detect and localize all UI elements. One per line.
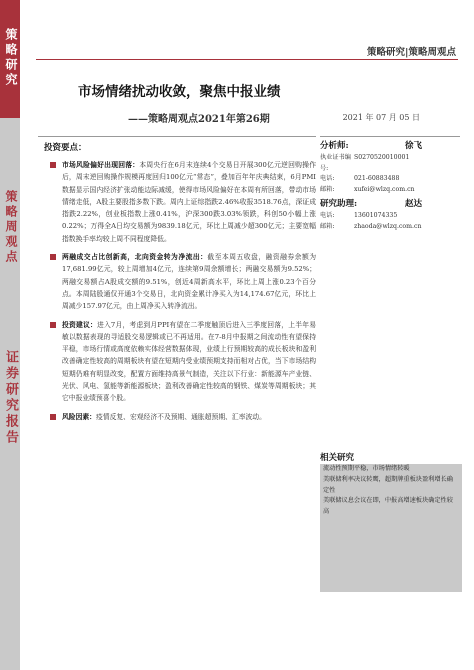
bullet-icon [50,322,56,328]
author-divider [320,136,460,137]
field-value[interactable]: xufei@wlzq.com.cn [354,185,415,193]
related-research-item[interactable]: 美联储议息会议在即，中报高增速板块确定性较高 [323,497,453,516]
key-point [38,411,316,423]
key-point-body: 截至本周五收盘，融资融券余额为17,681.99亿元，较上周增加4亿元，连续第9周余额增长；两融交易额为9.52%；两融交易额占A股成交额的9.51%，创近4周新高水平，环比上周上涨0.23个百分点。本周陆股通仅开通3个交易日，北向资金累计净买入为14,174.67亿元，环比上周减少157.97亿元，由上周净买入转净流出。 [62,253,317,311]
field-key: 电话: [320,175,335,183]
assistant-name: 赵达 [404,199,422,210]
analyst-label: 分析师: [320,141,349,151]
key-point-body: 疫情反复、宏观经济不及预期、通胀超预期、汇率波动。 [95,412,266,421]
key-point-lead: 投资建议： [62,320,97,329]
assistant-field [320,211,460,222]
bullet-icon [50,162,56,168]
key-point [38,251,316,312]
sidebar-section1: 策略研究 [4,28,18,88]
field-key: 邮箱: [320,185,335,193]
key-point-lead: 两融成交占比创新高，北向资金转为净流出： [62,253,208,262]
field-value: 021-60883488 [354,175,400,183]
report-subtitle: ——策略周观点2021年第26期 [128,114,270,125]
analyst-field [320,185,460,196]
related-research-item[interactable]: 美联储利率决议转鹰，超期牌重板块盈利增长确定性 [323,475,453,494]
field-key: 邮箱: [320,222,335,230]
section-title: 投资要点： [44,143,87,153]
key-point-body: 进入7月，考虑到月PPI有望在二季度触顶后进入三季度回落，上半年易敏以数据表现的寻适股交易逻辑或已不再适用。在7-8月中报期之间流动性有望保持平稳，市场行情或高度依赖实体经营数据体现，业绩上行预期较高的成长板块和盈利改善确定性较高的周期板块有望在短期内受业绩预期支持而相对占优，当下市场结构短期仍难有明显改变，配置方面维持高景气制造，关注以下行业：新能源车产业链、光伏、风电、氢能等新能源板块；盈利改善确定性较高的钢铁、煤炭等周期板块；其它中报业绩预喜个股。 [62,320,317,403]
field-value: 13601074335 [354,212,398,220]
analyst-field [320,153,460,174]
key-point [38,159,316,245]
main-divider [38,136,316,137]
header-label: 策略研究|策略周观点 [367,47,456,58]
key-point-body: 本周央行在6月末连续4个交易日开展300亿元逆回购操作后，周末逆回购操作规模再度回归100亿元“常态”，叠加百年年庆典结束，6月PMI数据显示国内经济扩张动能边际减缓，使得市场风险偏好在本周有所回落，带动市场情绪走低，A股主要股指多数下跌。周内上证综指跌2.46%收报3518.76点，深证成指跌2.22%，创业板指数上涨0.41%，沪深300跌3.03%领跌，科创50小幅上涨0.22%；万得全A日均交易额为9839.18亿元，环比上周减少超300亿元；主要宽幅指数换手率均较上周不同程度降低。 [62,161,317,243]
sidebar-section2: 策略周观点 [4,190,18,265]
sidebar [0,0,20,670]
key-point-lead: 风险因素： [62,412,96,421]
field-value[interactable]: zhaoda@wlzq.com.cn [354,222,422,230]
report-title: 市场情绪扰动收敛，聚焦中报业绩 [78,84,281,100]
sidebar-section3: 证券研究报告 [3,350,18,446]
assistant-heading [320,198,460,211]
bullet-icon [50,414,56,420]
analyst-heading [320,140,460,153]
key-point-lead: 市场风险偏好出现回落： [62,161,140,169]
field-key: 电话: [320,212,335,220]
assistant-field [320,222,460,233]
field-value: S0270520010001 [354,154,410,161]
main-content [38,136,316,656]
related-research-list [320,464,462,592]
related-research-title: 相关研究 [320,453,355,463]
author-panel [320,136,460,233]
field-key: 执业证书编号: [320,154,351,172]
analyst-field [320,174,460,185]
assistant-label: 研究助理: [320,199,358,210]
analyst-name: 徐飞 [404,141,422,151]
bullet-icon [50,254,56,260]
header-divider [36,59,458,60]
report-date: 2021 年 07 月 05 日 [342,113,420,122]
key-point [38,319,316,405]
related-research-item[interactable]: 流动性预期平稳，市场情绪转暖 [323,465,410,472]
